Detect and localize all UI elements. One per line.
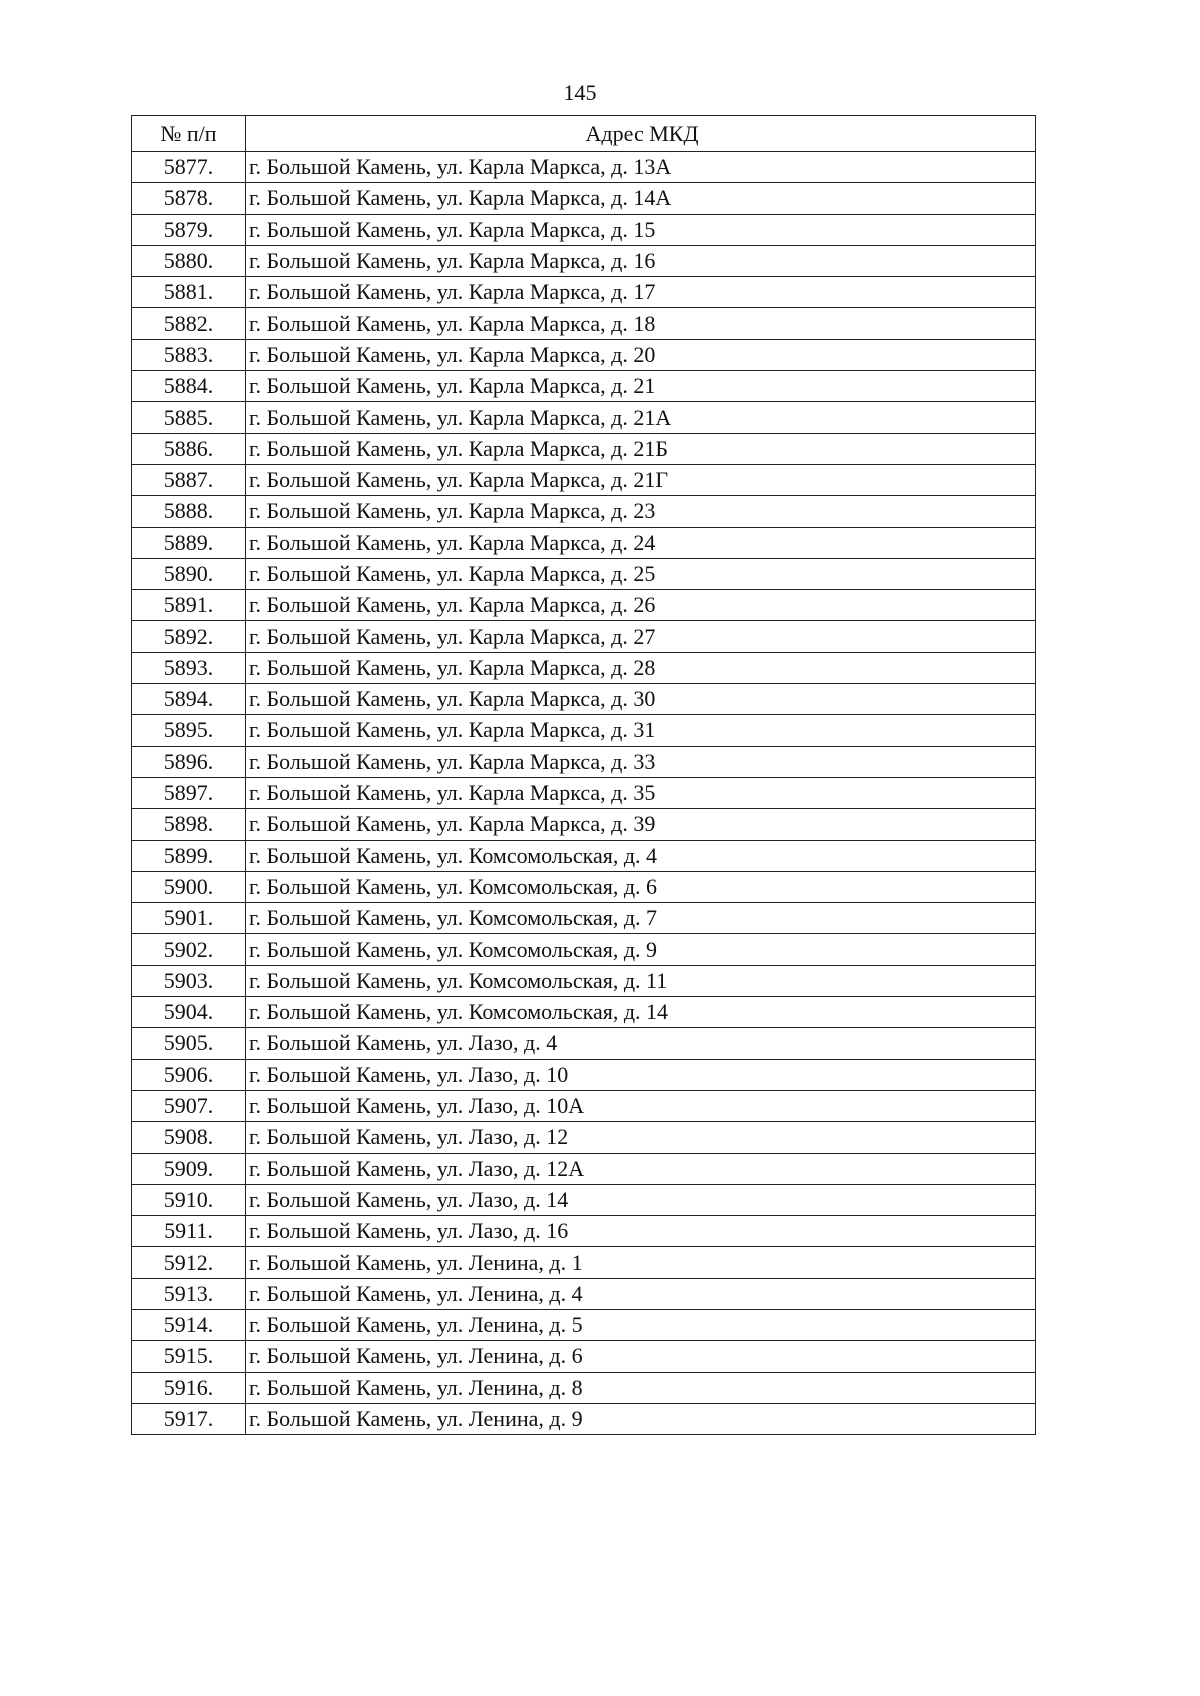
row-number: 5902.	[132, 934, 246, 965]
row-number: 5879.	[132, 214, 246, 245]
row-number: 5911.	[132, 1216, 246, 1247]
row-number: 5905.	[132, 1028, 246, 1059]
table-row	[132, 1184, 1036, 1215]
table-row	[132, 1216, 1036, 1247]
table-row	[132, 371, 1036, 402]
table-row	[132, 871, 1036, 902]
table-row	[132, 527, 1036, 558]
table-row	[132, 621, 1036, 652]
row-number: 5910.	[132, 1184, 246, 1215]
table-row	[132, 183, 1036, 214]
row-address: г. Большой Камень, ул. Лазо, д. 4	[246, 1028, 1036, 1059]
table-header-row	[132, 116, 1036, 152]
row-number: 5881.	[132, 277, 246, 308]
row-number: 5901.	[132, 903, 246, 934]
table-row	[132, 715, 1036, 746]
table-row	[132, 433, 1036, 464]
table-row	[132, 1341, 1036, 1372]
row-address: г. Большой Камень, ул. Комсомольская, д. 6	[246, 871, 1036, 902]
row-address: г. Большой Камень, ул. Карла Маркса, д. 24	[246, 527, 1036, 558]
table-row	[132, 777, 1036, 808]
header-address: Адрес МКД	[246, 116, 1036, 152]
row-address: г. Большой Камень, ул. Лазо, д. 10	[246, 1059, 1036, 1090]
row-address: г. Большой Камень, ул. Карла Маркса, д. 27	[246, 621, 1036, 652]
table-row	[132, 214, 1036, 245]
table-row	[132, 1122, 1036, 1153]
table-row	[132, 746, 1036, 777]
row-number: 5898.	[132, 809, 246, 840]
row-number: 5889.	[132, 527, 246, 558]
row-number: 5897.	[132, 777, 246, 808]
row-number: 5886.	[132, 433, 246, 464]
row-address: г. Большой Камень, ул. Карла Маркса, д. 23	[246, 496, 1036, 527]
row-number: 5915.	[132, 1341, 246, 1372]
table-row	[132, 1153, 1036, 1184]
row-number: 5907.	[132, 1090, 246, 1121]
row-address: г. Большой Камень, ул. Карла Маркса, д. 21Г	[246, 464, 1036, 495]
table-row	[132, 1372, 1036, 1403]
row-address: г. Большой Камень, ул. Комсомольская, д. 14	[246, 997, 1036, 1028]
row-number: 5908.	[132, 1122, 246, 1153]
address-table	[131, 115, 1036, 1435]
row-number: 5896.	[132, 746, 246, 777]
table-row	[132, 277, 1036, 308]
header-number: № п/п	[132, 116, 246, 152]
row-address: г. Большой Камень, ул. Карла Маркса, д. 16	[246, 245, 1036, 276]
table-row	[132, 652, 1036, 683]
row-number: 5887.	[132, 464, 246, 495]
row-address: г. Большой Камень, ул. Карла Маркса, д. 17	[246, 277, 1036, 308]
table-row	[132, 1403, 1036, 1434]
table-row	[132, 934, 1036, 965]
row-address: г. Большой Камень, ул. Карла Маркса, д. 21	[246, 371, 1036, 402]
table-row	[132, 590, 1036, 621]
table-row	[132, 1028, 1036, 1059]
table-row	[132, 965, 1036, 996]
row-address: г. Большой Камень, ул. Ленина, д. 1	[246, 1247, 1036, 1278]
row-address: г. Большой Камень, ул. Карла Маркса, д. 21А	[246, 402, 1036, 433]
row-number: 5880.	[132, 245, 246, 276]
row-address: г. Большой Камень, ул. Лазо, д. 12	[246, 1122, 1036, 1153]
row-address: г. Большой Камень, ул. Карла Маркса, д. 21Б	[246, 433, 1036, 464]
table-row	[132, 903, 1036, 934]
row-number: 5899.	[132, 840, 246, 871]
row-address: г. Большой Камень, ул. Карла Маркса, д. 39	[246, 809, 1036, 840]
row-address: г. Большой Камень, ул. Лазо, д. 14	[246, 1184, 1036, 1215]
row-number: 5914.	[132, 1309, 246, 1340]
row-number: 5916.	[132, 1372, 246, 1403]
row-address: г. Большой Камень, ул. Карла Маркса, д. 35	[246, 777, 1036, 808]
row-number: 5904.	[132, 997, 246, 1028]
table-row	[132, 997, 1036, 1028]
row-address: г. Большой Камень, ул. Лазо, д. 16	[246, 1216, 1036, 1247]
row-number: 5912.	[132, 1247, 246, 1278]
row-number: 5877.	[132, 152, 246, 183]
row-address: г. Большой Камень, ул. Ленина, д. 9	[246, 1403, 1036, 1434]
row-number: 5888.	[132, 496, 246, 527]
table-row	[132, 558, 1036, 589]
row-number: 5900.	[132, 871, 246, 902]
row-address: г. Большой Камень, ул. Ленина, д. 4	[246, 1278, 1036, 1309]
row-number: 5913.	[132, 1278, 246, 1309]
row-number: 5885.	[132, 402, 246, 433]
table-row	[132, 245, 1036, 276]
table-row	[132, 1090, 1036, 1121]
row-number: 5878.	[132, 183, 246, 214]
row-number: 5909.	[132, 1153, 246, 1184]
row-address: г. Большой Камень, ул. Карла Маркса, д. 30	[246, 684, 1036, 715]
row-address: г. Большой Камень, ул. Карла Маркса, д. 14А	[246, 183, 1036, 214]
row-address: г. Большой Камень, ул. Карла Маркса, д. 18	[246, 308, 1036, 339]
table-row	[132, 809, 1036, 840]
row-address: г. Большой Камень, ул. Карла Маркса, д. 28	[246, 652, 1036, 683]
row-number: 5895.	[132, 715, 246, 746]
row-address: г. Большой Камень, ул. Карла Маркса, д. 26	[246, 590, 1036, 621]
row-address: г. Большой Камень, ул. Карла Маркса, д. 33	[246, 746, 1036, 777]
row-number: 5884.	[132, 371, 246, 402]
row-address: г. Большой Камень, ул. Ленина, д. 5	[246, 1309, 1036, 1340]
row-number: 5894.	[132, 684, 246, 715]
row-address: г. Большой Камень, ул. Лазо, д. 10А	[246, 1090, 1036, 1121]
table-row	[132, 1309, 1036, 1340]
row-address: г. Большой Камень, ул. Карла Маркса, д. 25	[246, 558, 1036, 589]
table-row	[132, 339, 1036, 370]
table-row	[132, 840, 1036, 871]
row-number: 5890.	[132, 558, 246, 589]
row-number: 5883.	[132, 339, 246, 370]
row-address: г. Большой Камень, ул. Ленина, д. 6	[246, 1341, 1036, 1372]
row-address: г. Большой Камень, ул. Карла Маркса, д. 13А	[246, 152, 1036, 183]
table-row	[132, 308, 1036, 339]
row-address: г. Большой Камень, ул. Карла Маркса, д. 15	[246, 214, 1036, 245]
table-row	[132, 1278, 1036, 1309]
row-number: 5906.	[132, 1059, 246, 1090]
table-row	[132, 684, 1036, 715]
row-address: г. Большой Камень, ул. Лазо, д. 12А	[246, 1153, 1036, 1184]
row-number: 5891.	[132, 590, 246, 621]
table-row	[132, 402, 1036, 433]
row-address: г. Большой Камень, ул. Комсомольская, д. 9	[246, 934, 1036, 965]
table-row	[132, 1059, 1036, 1090]
row-address: г. Большой Камень, ул. Ленина, д. 8	[246, 1372, 1036, 1403]
row-number: 5893.	[132, 652, 246, 683]
row-address: г. Большой Камень, ул. Комсомольская, д. 11	[246, 965, 1036, 996]
row-address: г. Большой Камень, ул. Карла Маркса, д. 31	[246, 715, 1036, 746]
row-address: г. Большой Камень, ул. Комсомольская, д. 4	[246, 840, 1036, 871]
table-row	[132, 152, 1036, 183]
row-address: г. Большой Камень, ул. Карла Маркса, д. 20	[246, 339, 1036, 370]
row-number: 5882.	[132, 308, 246, 339]
row-number: 5917.	[132, 1403, 246, 1434]
page-number: 145	[563, 80, 597, 105]
table-row	[132, 1247, 1036, 1278]
table-body	[132, 152, 1036, 1435]
row-address: г. Большой Камень, ул. Комсомольская, д. 7	[246, 903, 1036, 934]
table-row	[132, 496, 1036, 527]
row-number: 5903.	[132, 965, 246, 996]
row-number: 5892.	[132, 621, 246, 652]
table-row	[132, 464, 1036, 495]
